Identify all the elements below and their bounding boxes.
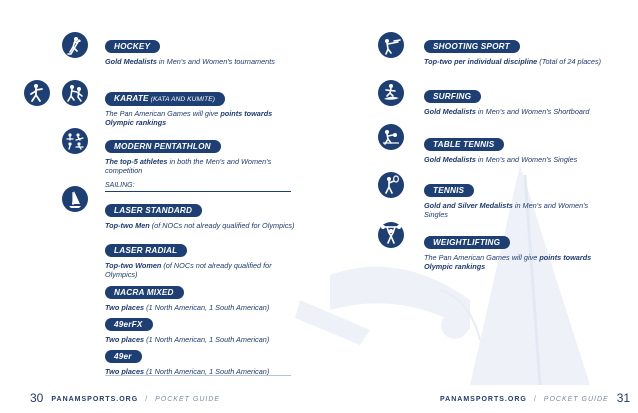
sport-desc-surfing: Gold Medalists in Men's and Women's Shortboard: [424, 107, 590, 116]
shooting-icon: [378, 32, 404, 58]
sport-desc-weightlifting: The Pan American Games will give points towards Olympic rankings: [424, 253, 592, 272]
sport-desc-karate: The Pan American Games will give points towards Olympic rankings: [105, 109, 273, 128]
sailing-icon: [62, 186, 88, 212]
sport-desc-modern-pentathlon: The top-5 athletes in both the Men's and Women's competition: [105, 157, 272, 176]
sport-title-49er: 49er: [105, 350, 142, 363]
sport-desc-nacra-mixed: Two places (1 North American, 1 South American): [105, 303, 270, 312]
sport-laser-radial: [105, 240, 295, 280]
sport-title-laser-radial: LASER RADIAL: [105, 244, 187, 257]
sport-laser-standard: [105, 200, 295, 230]
sport-modern-pentathlon: [105, 136, 295, 176]
page-number-left: 30: [30, 391, 44, 405]
footer-site-link-right[interactable]: PANAMSPORTS.ORG: [440, 396, 527, 403]
sport-desc-49erfx: Two places (1 North American, 1 South American): [105, 335, 270, 344]
sport-title-tennis: TENNIS: [424, 184, 474, 197]
sport-title-laser-standard: LASER STANDARD: [105, 204, 202, 217]
sport-nacra-mixed: [105, 282, 295, 312]
sport-title-hockey: HOCKEY: [105, 40, 160, 53]
sport-title-nacra-mixed: NACRA MIXED: [105, 286, 184, 299]
sport-desc-tennis: Gold and Silver Medalists in Men's and Women's Singles: [424, 201, 589, 220]
surfing-icon: [378, 80, 404, 106]
sport-title-modern-pentathlon: MODERN PENTATHLON: [105, 140, 221, 153]
sport-desc-49er: Two places (1 North American, 1 South American): [105, 367, 270, 376]
sport-title-weightlifting: WEIGHTLIFTING: [424, 236, 510, 249]
karate-icon-2: [62, 80, 88, 106]
sport-desc-laser-radial: Top-two Women (of NOCs not already qualified for Olympics): [105, 261, 272, 280]
sport-desc-shooting: Top-two per individual discipline (Total of 24 places): [424, 57, 602, 66]
sport-desc-laser-standard: Top-two Men (of NOCs not already qualified for Olympics): [105, 221, 295, 230]
sport-49er: [105, 346, 295, 376]
page-number-right: 31: [616, 391, 631, 405]
weightlifting-icon: [378, 222, 404, 248]
sport-karate: [105, 88, 295, 128]
sport-title-table-tennis: TABLE TENNIS: [424, 138, 504, 151]
footer-right: PANAMSPORTS.ORG / POCKET GUIDE 31: [440, 391, 631, 405]
footer-site-link-left[interactable]: PANAMSPORTS.ORG: [51, 396, 139, 403]
section-divider: [105, 375, 291, 376]
modern-pentathlon-icon: [62, 128, 88, 154]
sport-title-shooting: SHOOTING SPORT: [424, 40, 520, 53]
sport-tennis: [424, 180, 614, 220]
sport-table-tennis: [424, 134, 614, 164]
sport-title-surfing: SURFING: [424, 90, 481, 103]
sport-title-karate: KARATE (KATA AND KUMITE): [105, 92, 225, 106]
sport-shooting: [424, 36, 614, 66]
sport-title-49erfx: 49erFX: [105, 318, 153, 331]
sport-49erfx: [105, 314, 295, 344]
table-tennis-icon: [378, 124, 404, 150]
footer-left: 30 PANAMSPORTS.ORG / POCKET GUIDE: [30, 391, 221, 405]
tennis-icon: [378, 172, 404, 198]
sailing-section-label: SAILING:: [105, 182, 291, 192]
karate-icon: [24, 80, 50, 106]
sport-desc-hockey: Gold Medalists in Men's and Women's tournaments: [105, 57, 275, 66]
sport-weightlifting: [424, 232, 614, 272]
hockey-icon: [62, 32, 88, 58]
sport-desc-table-tennis: Gold Medalists in Men's and Women's Singles: [424, 155, 578, 164]
sport-hockey: [105, 36, 295, 66]
sport-surfing: [424, 86, 614, 116]
